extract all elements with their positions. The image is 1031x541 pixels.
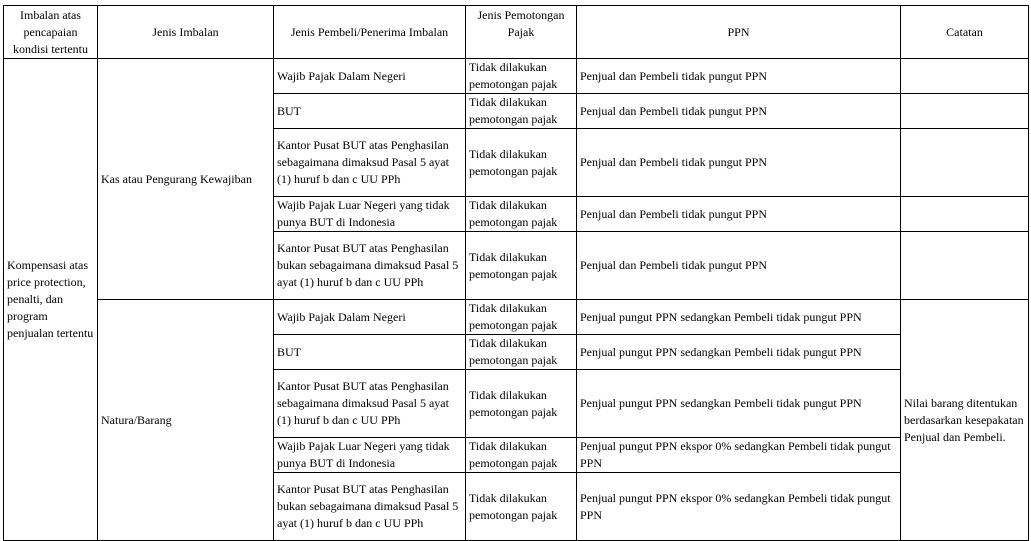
header-jenis-pemotongan: Jenis Pemotongan Pajak bbox=[466, 6, 577, 59]
ppn-cell: Penjual dan Pembeli tidak pungut PPN bbox=[577, 59, 901, 94]
catatan-cell bbox=[901, 94, 1029, 129]
ppn-cell: Penjual pungut PPN sedangkan Pembeli tidak pungut PPN bbox=[577, 370, 901, 438]
pembeli-cell: BUT bbox=[274, 94, 466, 129]
pemotongan-cell: Tidak dilakukan pemotongan pajak bbox=[466, 473, 577, 541]
ppn-cell: Penjual dan Pembeli tidak pungut PPN bbox=[577, 129, 901, 197]
jenis-imbalan-cell: Kas atau Pengurang Kewajiban bbox=[98, 59, 274, 300]
pembeli-cell: Kantor Pusat BUT atas Penghasilan sebagaimana dimaksud Pasal 5 ayat (1) huruf b dan c UU PPh bbox=[274, 129, 466, 197]
pembeli-cell: Wajib Pajak Dalam Negeri bbox=[274, 59, 466, 94]
header-row bbox=[4, 6, 1029, 59]
ppn-cell: Penjual pungut PPN sedangkan Pembeli tidak pungut PPN bbox=[577, 300, 901, 335]
pembeli-cell: BUT bbox=[274, 335, 466, 370]
pemotongan-cell: Tidak dilakukan pemotongan pajak bbox=[466, 438, 577, 473]
pemotongan-cell: Tidak dilakukan pemotongan pajak bbox=[466, 129, 577, 197]
pembeli-cell: Wajib Pajak Luar Negeri yang tidak punya BUT di Indonesia bbox=[274, 197, 466, 232]
table-row bbox=[4, 59, 1029, 94]
pemotongan-cell: Tidak dilakukan pemotongan pajak bbox=[466, 335, 577, 370]
catatan-cell bbox=[901, 59, 1029, 94]
ppn-cell: Penjual dan Pembeli tidak pungut PPN bbox=[577, 197, 901, 232]
pemotongan-cell: Tidak dilakukan pemotongan pajak bbox=[466, 59, 577, 94]
header-kondisi: Imbalan atas pencapaian kondisi tertentu bbox=[4, 6, 98, 59]
catatan-cell: Nilai barang ditentukan berdasarkan kesepakatan Penjual dan Pembeli. bbox=[901, 300, 1029, 541]
header-catatan: Catatan bbox=[901, 6, 1029, 59]
pembeli-cell: Kantor Pusat BUT atas Penghasilan sebagaimana dimaksud Pasal 5 ayat (1) huruf b dan c UU PPh bbox=[274, 370, 466, 438]
header-jenis-pembeli: Jenis Pembeli/Penerima Imbalan bbox=[274, 6, 466, 59]
pemotongan-cell: Tidak dilakukan pemotongan pajak bbox=[466, 300, 577, 335]
header-ppn: PPN bbox=[577, 6, 901, 59]
pembeli-cell: Wajib Pajak Luar Negeri yang tidak punya BUT di Indonesia bbox=[274, 438, 466, 473]
jenis-imbalan-cell: Natura/Barang bbox=[98, 300, 274, 541]
table-row bbox=[4, 300, 1029, 335]
ppn-cell: Penjual pungut PPN ekspor 0% sedangkan Pembeli tidak pungut PPN bbox=[577, 438, 901, 473]
pembeli-cell: Wajib Pajak Dalam Negeri bbox=[274, 300, 466, 335]
ppn-cell: Penjual dan Pembeli tidak pungut PPN bbox=[577, 94, 901, 129]
ppn-cell: Penjual pungut PPN sedangkan Pembeli tidak pungut PPN bbox=[577, 335, 901, 370]
ppn-cell: Penjual dan Pembeli tidak pungut PPN bbox=[577, 232, 901, 300]
catatan-cell bbox=[901, 129, 1029, 197]
catatan-cell bbox=[901, 197, 1029, 232]
pembeli-cell: Kantor Pusat BUT atas Penghasilan bukan sebagaimana dimaksud Pasal 5 ayat (1) huruf b dan c UU PPh bbox=[274, 232, 466, 300]
pemotongan-cell: Tidak dilakukan pemotongan pajak bbox=[466, 370, 577, 438]
catatan-cell bbox=[901, 232, 1029, 300]
pembeli-cell: Kantor Pusat BUT atas Penghasilan bukan sebagaimana dimaksud Pasal 5 ayat (1) huruf b dan c UU PPh bbox=[274, 473, 466, 541]
pemotongan-cell: Tidak dilakukan pemotongan pajak bbox=[466, 197, 577, 232]
ppn-cell: Penjual pungut PPN ekspor 0% sedangkan Pembeli tidak pungut PPN bbox=[577, 473, 901, 541]
kondisi-cell: Kompensasi atas price protection, penalti, dan program penjualan tertentu bbox=[4, 59, 98, 541]
pemotongan-cell: Tidak dilakukan pemotongan pajak bbox=[466, 94, 577, 129]
pemotongan-cell: Tidak dilakukan pemotongan pajak bbox=[466, 232, 577, 300]
tax-table bbox=[3, 5, 1029, 541]
header-jenis-imbalan: Jenis Imbalan bbox=[98, 6, 274, 59]
